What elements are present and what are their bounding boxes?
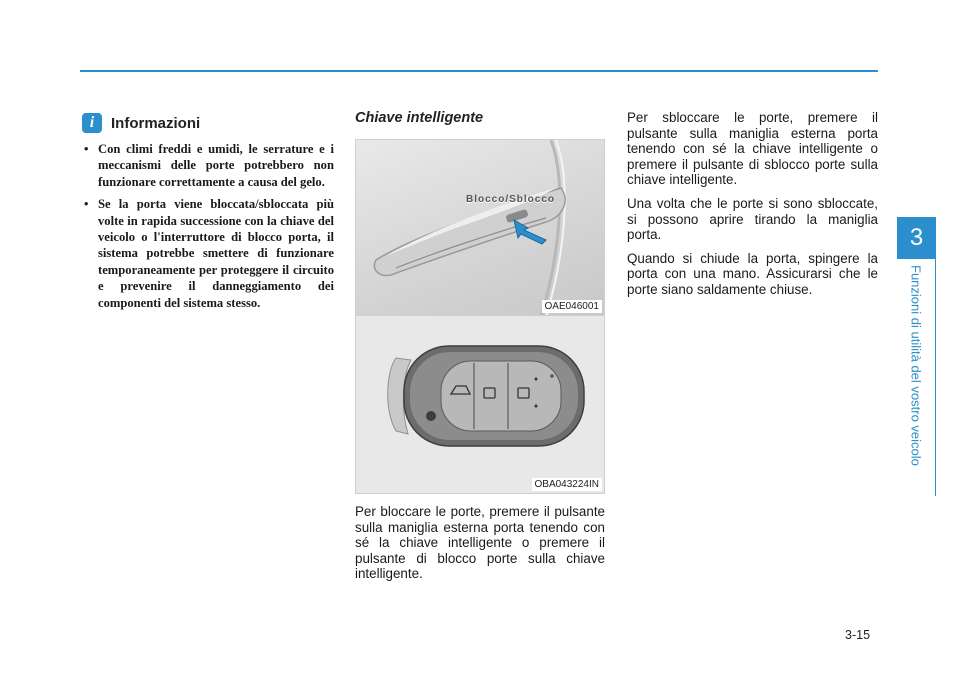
- smart-key-illustration: [356, 316, 605, 494]
- section-title: Chiave intelligente: [355, 110, 484, 126]
- info-title: Informazioni: [111, 114, 201, 132]
- button-label: Blocco/Sblocco: [466, 194, 556, 205]
- info-icon: i: [82, 113, 102, 133]
- instructions-column: [627, 110, 878, 306]
- door-handle-illustration: [356, 140, 605, 316]
- info-header: [82, 113, 334, 133]
- close-door-paragraph: Quando si chiude la porta, spingere la porta con una mano. Assicurarsi che le porte siano saldamente chiuse.: [627, 250, 878, 297]
- smart-key-figure: [355, 316, 605, 494]
- lock-paragraph: Per bloccare le porte, premere il pulsante sulla maniglia esterna porta tenendo con sé la chiave intelligente o premere il pulsante di blocco porte sulla chiave intelligente.: [355, 504, 605, 582]
- open-door-paragraph: Una volta che le porte si sono sbloccate, si possono aprire tirando la maniglia porta.: [627, 195, 878, 243]
- chapter-number: 3: [909, 224, 924, 251]
- door-handle-figure: [355, 139, 605, 316]
- info-bullet: • Se la porta viene bloccata/sbloccata più volte in rapida successione con la chiave del veicolo o l'interruttore di blocco porta, il sistema potrebbe smettere di funzionare temporaneamente per proteggere il circuito e prevenire il danneggiamento dei componenti del sistema stesso.: [82, 196, 334, 311]
- info-bullet-list: [82, 141, 334, 311]
- page-number: 3-15: [845, 628, 871, 642]
- chapter-tab-line: [935, 259, 936, 496]
- figure-code: OAE046001: [542, 300, 603, 313]
- header-rule: [80, 70, 878, 72]
- info-column: [82, 113, 334, 317]
- smart-key-column: [355, 110, 605, 590]
- chapter-title: Funzioni di utilità del vostro veicolo: [908, 265, 924, 466]
- info-bullet: • Con climi freddi e umidi, le serrature e i meccanismi delle porte potrebbero non funzionare correttamente a causa del gelo.: [82, 141, 334, 190]
- unlock-paragraph: Per sbloccare le porte, premere il pulsante sulla maniglia esterna porta tenendo con sé la chiave intelligente o premere il pulsante di sblocco porte sulla chiave intelligente.: [627, 110, 878, 188]
- chapter-tab: [897, 217, 936, 259]
- figure-code: OBA043224IN: [532, 478, 603, 491]
